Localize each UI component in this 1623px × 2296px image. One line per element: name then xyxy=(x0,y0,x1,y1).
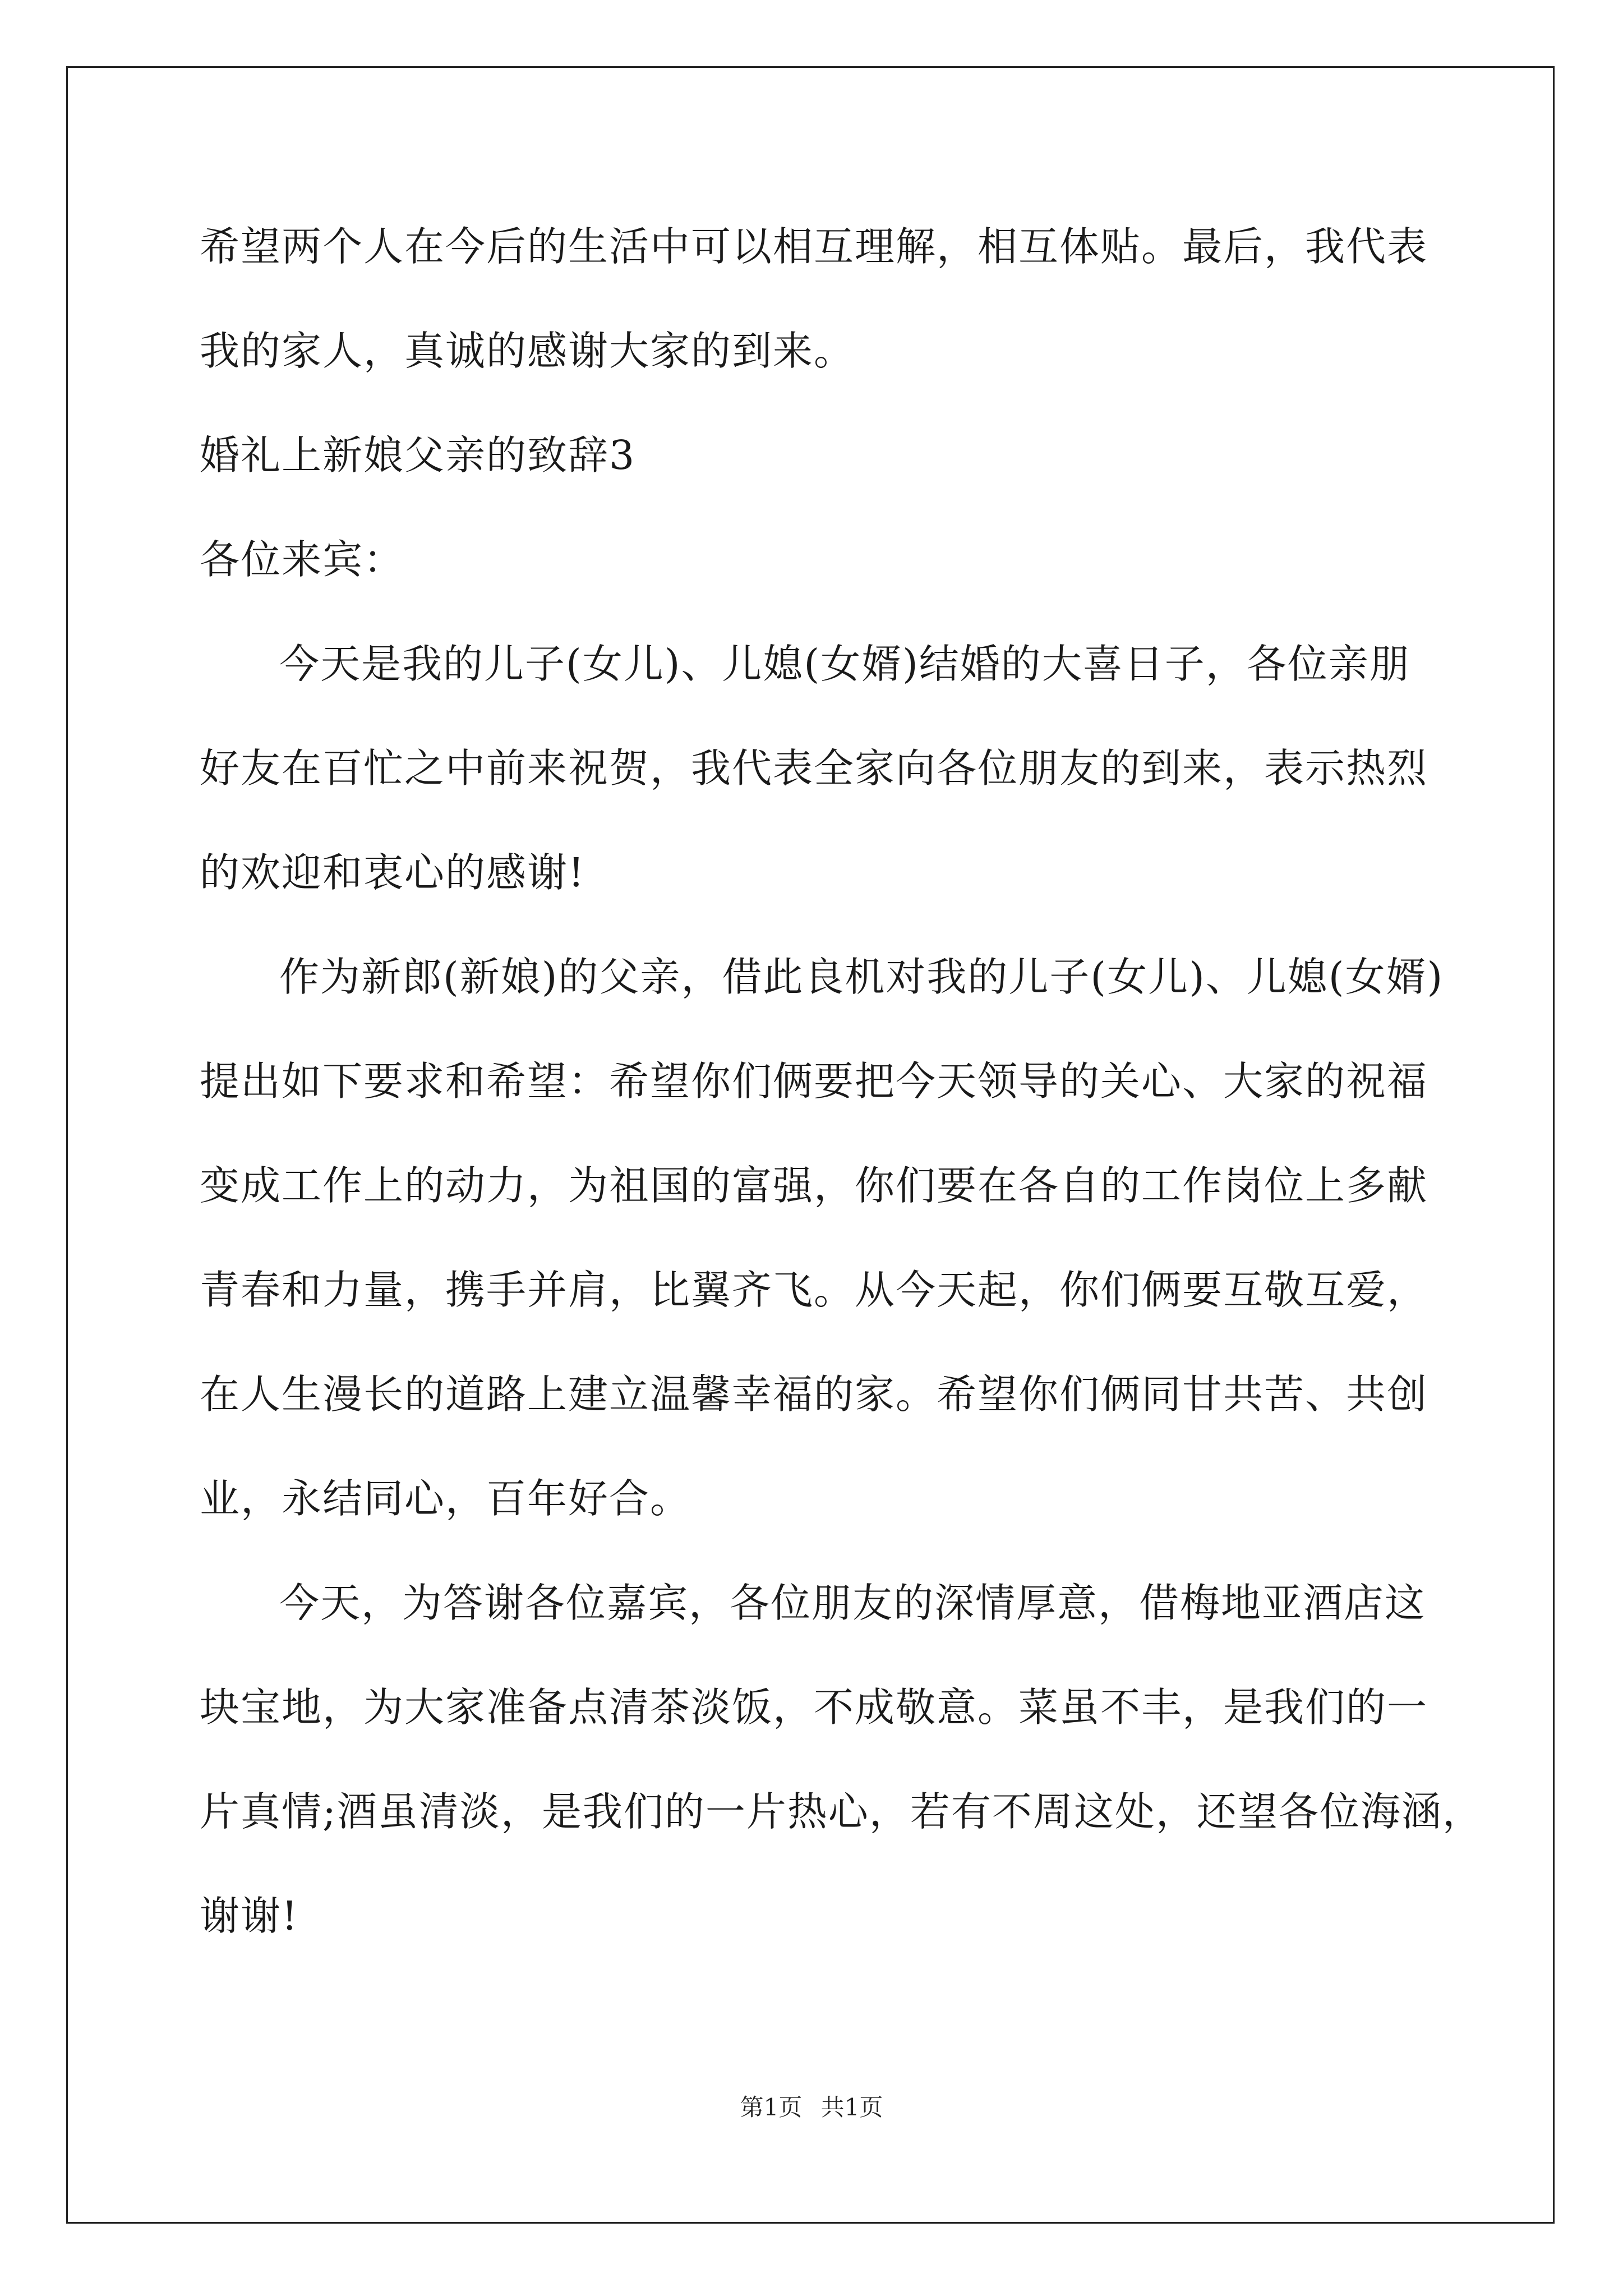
paragraph-2-line-2: 提出如下要求和希望：希望你们俩要把今天领导的关心、大家的祝福 xyxy=(200,1058,1428,1105)
text-line-1: 希望两个人在今后的生活中可以相互理解，相互体贴。最后，我代表 xyxy=(200,223,1428,270)
section-heading: 婚礼上新娘父亲的致辞3 xyxy=(200,432,636,478)
paragraph-1-line-1: 今天是我的儿子(女儿)、儿媳(女婿)结婚的大喜日子，各位亲朋 xyxy=(279,641,1410,687)
paragraph-2-line-6: 业，永结同心，百年好合。 xyxy=(200,1475,691,1522)
text-line-2: 我的家人，真诚的感谢大家的到来。 xyxy=(200,328,855,374)
salutation: 各位来宾： xyxy=(200,536,405,583)
paragraph-3-line-3: 片真情;酒虽清淡，是我们的一片热心，若有不周这处，还望各位海涵， xyxy=(200,1788,1483,1835)
page-number-footer: 第1页 共1页 xyxy=(740,2093,883,2121)
paragraph-2-line-1: 作为新郎(新娘)的父亲，借此良机对我的儿子(女儿)、儿媳(女婿) xyxy=(279,954,1444,1000)
paragraph-3-line-1: 今天，为答谢各位嘉宾，各位朋友的深情厚意，借梅地亚酒店这 xyxy=(279,1580,1426,1626)
paragraph-2-line-4: 青春和力量，携手并肩，比翼齐飞。从今天起，你们俩要互敬互爱， xyxy=(200,1267,1428,1313)
paragraph-1-line-3: 的欢迎和衷心的感谢! xyxy=(200,849,585,896)
paragraph-2-line-5: 在人生漫长的道路上建立温馨幸福的家。希望你们俩同甘共苦、共创 xyxy=(200,1371,1428,1418)
paragraph-3-line-2: 块宝地，为大家准备点清茶淡饭，不成敬意。菜虽不丰，是我们的一 xyxy=(200,1684,1428,1731)
paragraph-2-line-3: 变成工作上的动力，为祖国的富强，你们要在各自的工作岗位上多献 xyxy=(200,1162,1428,1209)
paragraph-1-line-2: 好友在百忙之中前来祝贺，我代表全家向各位朋友的到来，表示热烈 xyxy=(200,745,1428,792)
paragraph-3-line-4: 谢谢! xyxy=(200,1893,299,1939)
